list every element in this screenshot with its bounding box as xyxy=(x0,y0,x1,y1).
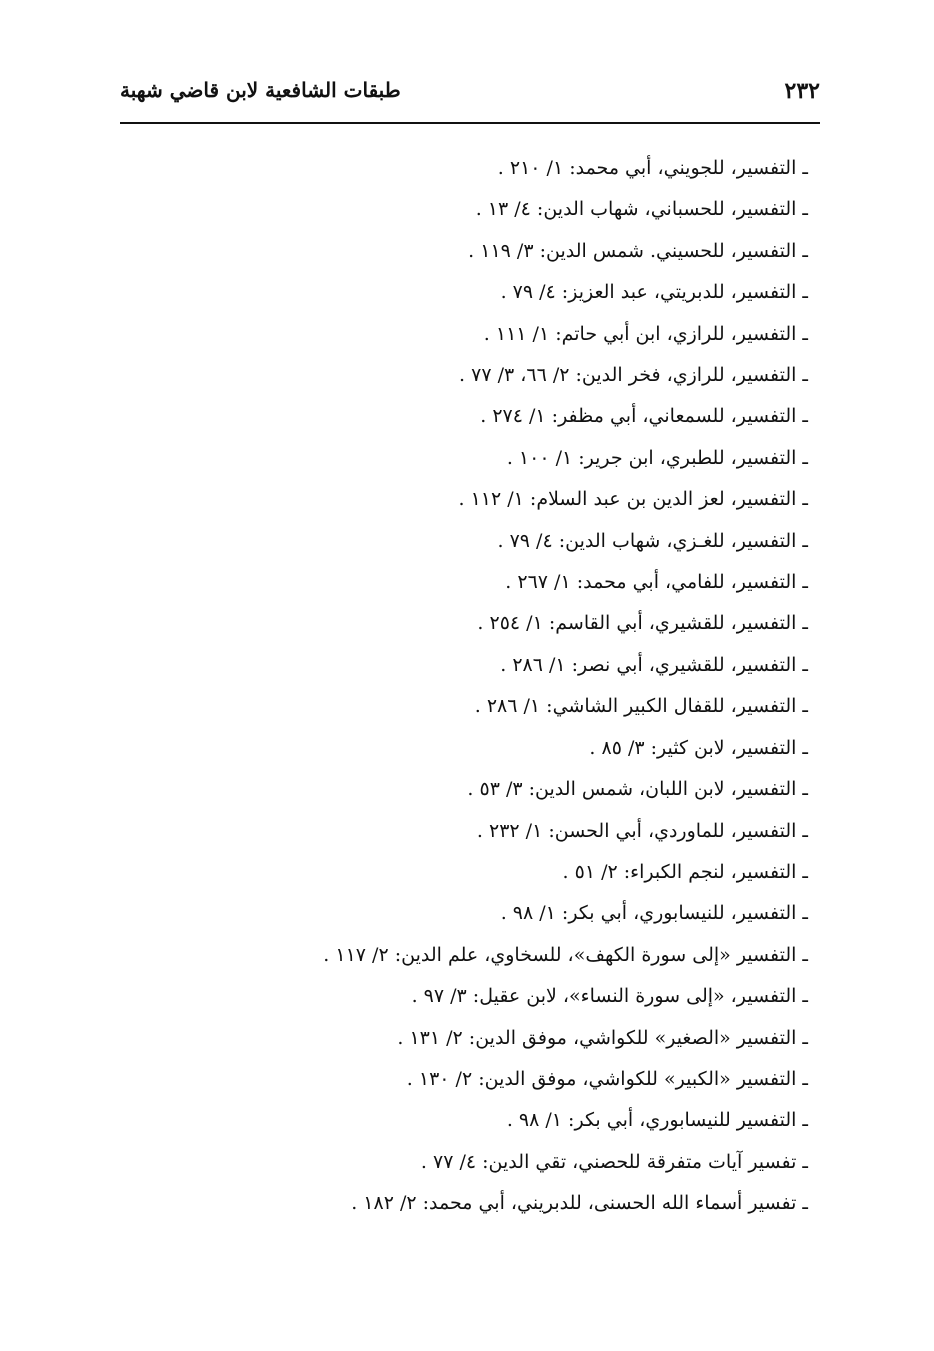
index-entry: ـ التفسير، للجويني، أبي محمد: ١/ ٢١٠ . xyxy=(497,157,808,179)
index-entry: ـ التفسير، للغـزي، شهاب الدين: ٤/ ٧٩ . xyxy=(497,529,808,552)
index-entry: ـ التفسير، «إلى سورة النساء»، لابن عقيل: ٣/ ٩٧ . xyxy=(411,985,808,1008)
index-entry: ـ التفسير، للنيسابوري، أبي بكر: ١/ ٩٨ . xyxy=(500,902,808,925)
index-entry: ـ التفسير للنيسابوري، أبي بكر: ١/ ٩٨ . xyxy=(506,1109,808,1132)
index-entry: ـ التفسير، للقشيري، أبي القاسم: ١/ ٢٥٤ . xyxy=(477,612,808,635)
page-header xyxy=(120,72,820,124)
index-entry: ـ التفسير، لنجم الكبراء: ٢/ ٥١ . xyxy=(562,860,808,883)
index-entry: ـ التفسير، لعز الدين بن عبد السلام: ١/ ١١٢ . xyxy=(458,488,808,511)
index-entry: ـ التفسير، للحسباني، شهاب الدين: ٤/ ١٣ . xyxy=(475,198,808,221)
index-entries xyxy=(168,148,808,1225)
index-entry: ـ التفسير «الكبير» للكواشي، موفق الدين: ٢/ ١٣٠ . xyxy=(406,1067,808,1090)
index-entry: ـ التفسير، للفامي، أبي محمد: ١/ ٢٦٧ . xyxy=(505,571,808,594)
index-entry: ـ التفسير، للرازي، فخر الدين: ٢/ ٦٦، ٣/ ٧٧ . xyxy=(459,364,808,387)
index-entry: ـ التفسير، للسمعاني، أبي مظفر: ١/ ٢٧٤ . xyxy=(480,405,808,428)
header-rule xyxy=(120,122,820,124)
running-title: طبقات الشافعية لابن قاضي شهبة xyxy=(120,78,401,102)
index-entry: ـ التفسير، للحسيني. شمس الدين: ٣/ ١١٩ . xyxy=(468,239,808,262)
index-entry: ـ تفسير أسماء الله الحسنى، للدبريني، أبي محمد: ٢/ ١٨٢ . xyxy=(351,1192,808,1215)
index-entry: ـ التفسير، للماوردي، أبي الحسن: ١/ ٢٣٢ . xyxy=(476,819,808,842)
index-entry: ـ التفسير، لابن كثير: ٣/ ٨٥ . xyxy=(589,736,808,759)
index-entry: ـ التفسير «إلى سورة الكهف»، للسخاوي، علم الدين: ٢/ ١١٧ . xyxy=(323,943,808,966)
index-entry: ـ التفسير، لابن اللبان، شمس الدين: ٣/ ٥٣ . xyxy=(467,778,808,801)
index-entry: ـ التفسير، للقفال الكبير الشاشي: ١/ ٢٨٦ . xyxy=(474,695,808,718)
index-entry: ـ التفسير، للرازي، ابن أبي حاتم: ١/ ١١١ . xyxy=(483,322,808,345)
page-number: ٢٣٢ xyxy=(784,78,820,104)
index-entry: ـ تفسير آيات متفرقة للحصني، تقي الدين: ٤/ ٧٧ . xyxy=(420,1150,808,1173)
index-entry: ـ التفسير، للقشيري، أبي نصر: ١/ ٢٨٦ . xyxy=(500,653,808,676)
index-entry: ـ التفسير، للدبريتي، عبد العزيز: ٤/ ٧٩ . xyxy=(500,281,808,304)
index-entry: ـ التفسير، للطبري، ابن جرير: ١/ ١٠٠ . xyxy=(506,446,808,469)
index-entry: ـ التفسير «الصغير» للكواشي، موفق الدين: ٢/ ١٣١ . xyxy=(397,1026,808,1049)
